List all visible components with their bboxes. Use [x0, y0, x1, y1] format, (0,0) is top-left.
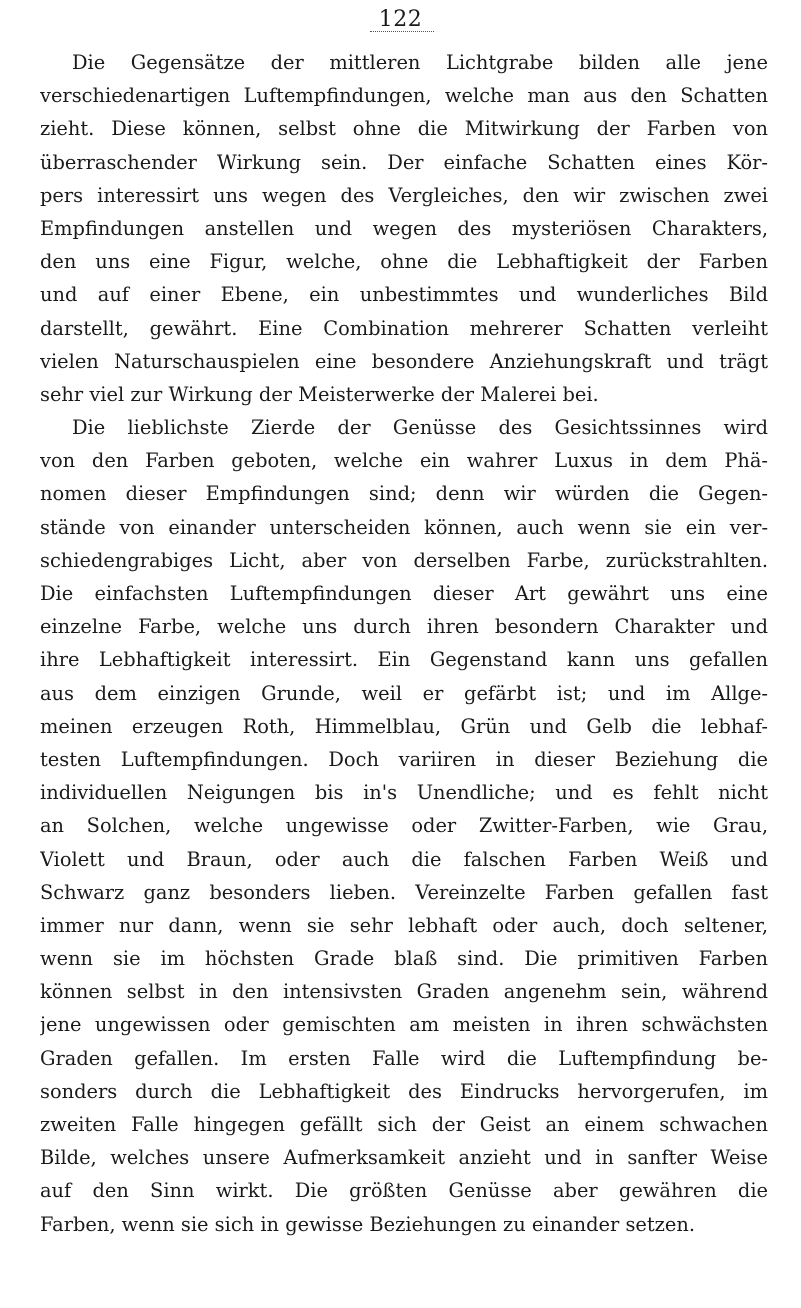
- text-line: Bilde, welches unsere Aufmerksamkeit anzieht und in sanfter Weise: [40, 1146, 768, 1170]
- text-line: Die einfachsten Luftempfindungen dieser Art gewährt uns eine: [40, 582, 768, 605]
- header-rule: [370, 31, 434, 33]
- text-line: Die lieblichste Zierde der Genüsse des Gesichtssinnes wird: [72, 416, 768, 440]
- text-line: auf den Sinn wirkt. Die größten Genüsse aber gewähren die: [40, 1179, 768, 1203]
- text-line: Violett und Braun, oder auch die falschen Farben Weiß und: [40, 847, 768, 871]
- text-line: sonders durch die Lebhaftigkeit des Eindrucks hervorgerufen, im: [40, 1079, 768, 1103]
- text-line: vielen Naturschauspielen eine besondere Anziehungskraft und trägt: [40, 349, 768, 373]
- text-line: sehr viel zur Wirkung der Meisterwerke der Malerei bei.: [40, 382, 599, 406]
- text-line: pers interessirt uns wegen des Vergleiches, den wir zwischen zwei: [40, 183, 768, 207]
- text-line: Empfindungen anstellen und wegen des mysteriösen Charakters,: [40, 216, 768, 240]
- text-line: jene ungewissen oder gemischten am meisten in ihren schwächsten: [40, 1013, 768, 1037]
- text-line: zweiten Falle hingegen gefällt sich der Geist an einem schwachen: [40, 1113, 768, 1136]
- text-line: aus dem einzigen Grunde, weil er gefärbt ist; und im Allge-: [40, 681, 768, 705]
- text-line: darstellt, gewährt. Eine Combination mehrerer Schatten verleiht: [40, 316, 768, 340]
- text-line: Graden gefallen. Im ersten Falle wird die Luftempfindung be-: [40, 1046, 768, 1070]
- text-line: schiedengrabiges Licht, aber von derselben Farbe, zurückstrahlten.: [40, 548, 768, 572]
- body-text: [40, 46, 768, 1241]
- text-line: an Solchen, welche ungewisse oder Zwitter-Farben, wie Grau,: [40, 814, 768, 838]
- text-line: nomen dieser Empfindungen sind; denn wir würden die Gegen-: [40, 482, 768, 506]
- text-line: verschiedenartigen Luftempfindungen, welche man aus den Schatten: [40, 84, 768, 108]
- text-line: wenn sie im höchsten Grade blaß sind. Die primitiven Farben: [40, 947, 768, 971]
- text-line: überraschender Wirkung sein. Der einfache Schatten eines Kör-: [40, 150, 768, 174]
- text-line: können selbst in den intensivsten Graden angenehm sein, während: [40, 980, 768, 1004]
- text-line: und auf einer Ebene, ein unbestimmtes und wunderliches Bild: [40, 283, 768, 307]
- text-line: stände von einander unterscheiden können, auch wenn sie ein ver-: [40, 515, 768, 539]
- text-line: zieht. Diese können, selbst ohne die Mitwirkung der Farben von: [40, 117, 768, 141]
- text-line: immer nur dann, wenn sie sehr lebhaft oder auch, doch seltener,: [40, 913, 768, 937]
- text-line: ihre Lebhaftigkeit interessirt. Ein Gegenstand kann uns gefallen: [40, 648, 768, 672]
- text-line: Farben, wenn sie sich in gewisse Beziehungen zu einander setzen.: [40, 1212, 696, 1236]
- page-number: 122: [378, 7, 423, 32]
- text-line: einzelne Farbe, welche uns durch ihren besondern Charakter und: [40, 615, 768, 639]
- text-line: den uns eine Figur, welche, ohne die Lebhaftigkeit der Farben: [40, 250, 768, 274]
- text-line: testen Luftempfindungen. Doch variiren in dieser Beziehung die: [40, 747, 768, 771]
- text-line: Die Gegensätze der mittleren Lichtgrabe bilden alle jene: [72, 51, 768, 74]
- text-line: Schwarz ganz besonders lieben. Vereinzelte Farben gefallen fast: [40, 880, 768, 904]
- text-line: individuellen Neigungen bis in's Unendliche; und es fehlt nicht: [40, 781, 768, 805]
- text-line: von den Farben geboten, welche ein wahrer Luxus in dem Phä-: [40, 449, 768, 473]
- text-line: meinen erzeugen Roth, Himmelblau, Grün und Gelb die lebhaf-: [40, 714, 768, 738]
